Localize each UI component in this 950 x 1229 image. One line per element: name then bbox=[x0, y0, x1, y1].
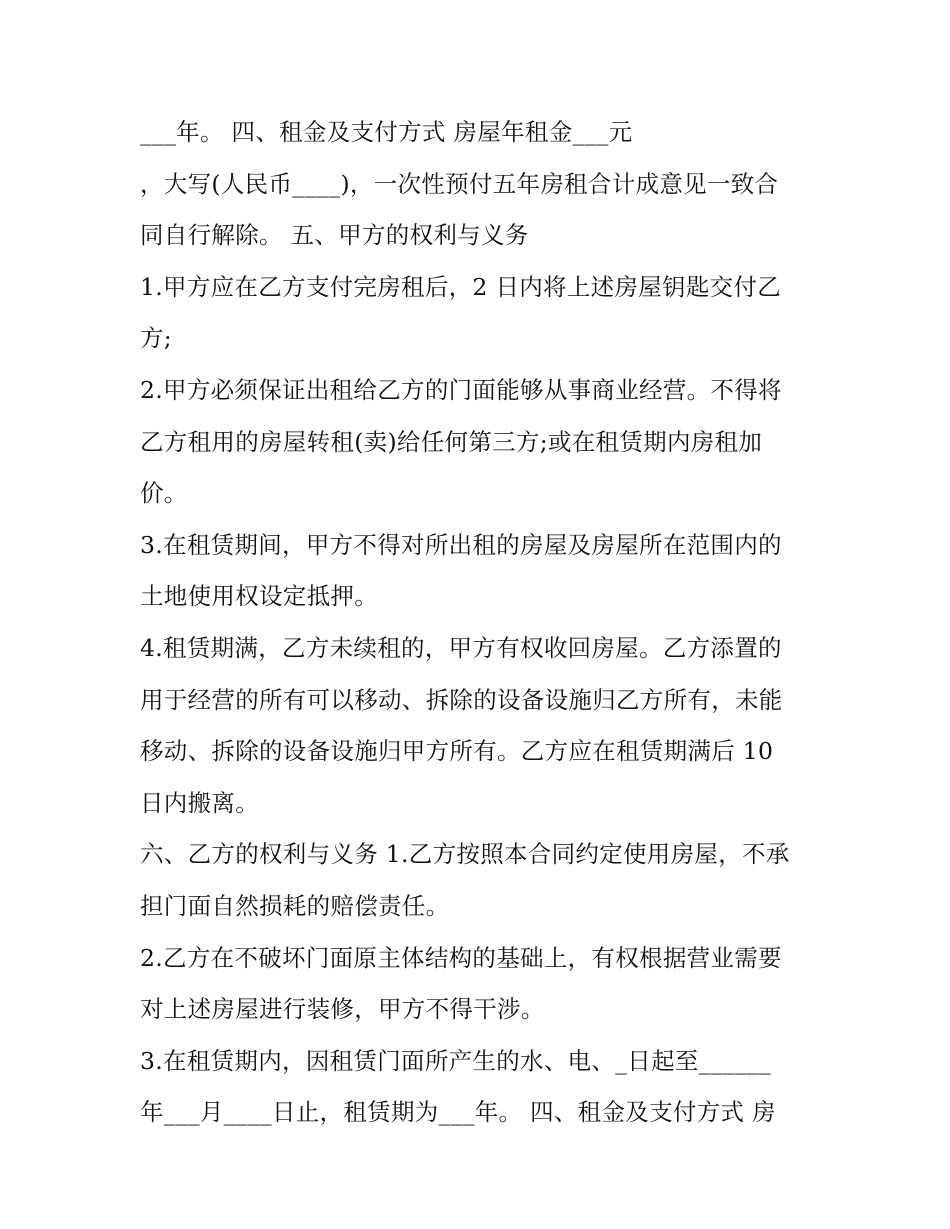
text-line: 2.乙方在不破坏门面原主体结构的基础上，有权根据营业需要 bbox=[140, 943, 782, 972]
text-line: 年___月____日止，租赁期为___年。 四、租金及支付方式 房 bbox=[140, 1098, 776, 1127]
text-line: 同自行解除。 五、甲方的权利与义务 bbox=[140, 221, 529, 250]
text-line: 六、乙方的权利与义务 1.乙方按照本合同约定使用房屋，不承 bbox=[140, 840, 790, 869]
text-line: 3.在租赁期间，甲方不得对所出租的房屋及房屋所在范围内的 bbox=[140, 530, 782, 559]
text-line: 移动、拆除的设备设施归甲方所有。乙方应在租赁期满后 10 bbox=[140, 737, 774, 766]
text-line: 对上述房屋进行装修，甲方不得干涉。 bbox=[140, 995, 545, 1024]
text-line: 价。 bbox=[140, 479, 188, 508]
text-line: 用于经营的所有可以移动、拆除的设备设施归乙方所有，未能 bbox=[140, 685, 783, 714]
text-line: 1.甲方应在乙方支付完房租后，2 日内将上述房屋钥匙交付乙 bbox=[140, 272, 782, 301]
text-line: 土地使用权设定抵押。 bbox=[140, 582, 378, 611]
text-line: 2.甲方必须保证出租给乙方的门面能够从事商业经营。不得将 bbox=[140, 375, 782, 404]
text-line: ，大写(人民币____)，一次性预付五年房租合计成意见一致合 bbox=[140, 169, 779, 198]
text-line: ___年。 四、租金及支付方式 房屋年租金___元 bbox=[140, 118, 633, 146]
text-line: 3.在租赁期内，因租赁门面所产生的水、电、_日起至______ bbox=[140, 1046, 771, 1075]
text-line: 方; bbox=[140, 324, 173, 353]
text-line: 乙方租用的房屋转租(卖)给任何第三方;或在租赁期内房租加 bbox=[140, 427, 763, 456]
text-line: 担门面自然损耗的赔偿责任。 bbox=[140, 891, 450, 920]
text-line: 4.租赁期满，乙方未续租的，甲方有权收回房屋。乙方添置的 bbox=[140, 633, 782, 662]
contract-text-block bbox=[140, 107, 820, 1139]
text-line: 日内搬离。 bbox=[140, 788, 259, 817]
